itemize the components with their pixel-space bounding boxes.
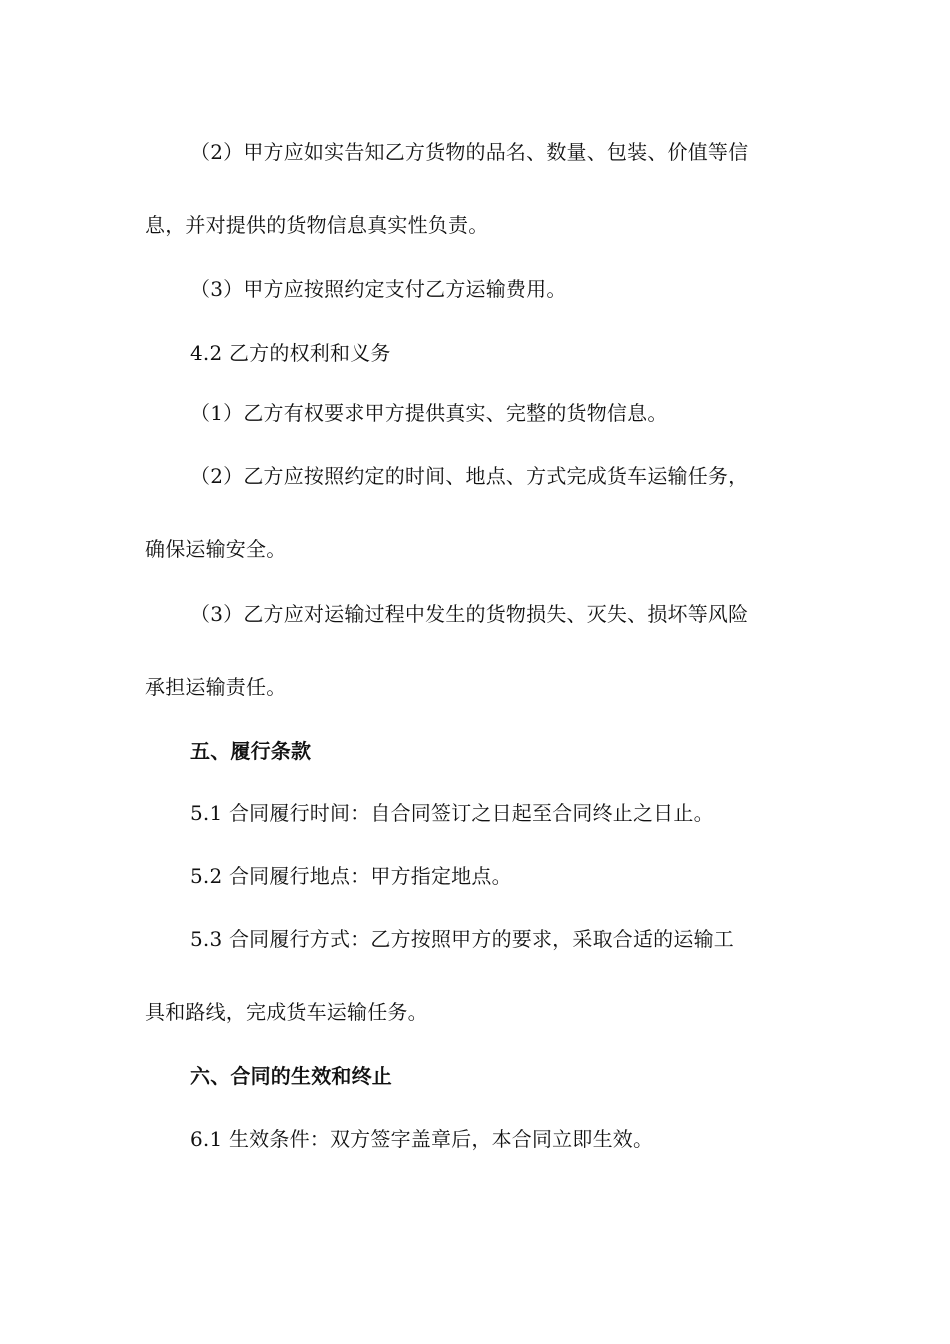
section-heading: 五、履行条款: [190, 739, 312, 763]
paragraph-line: 5.3 合同履行方式：乙方按照甲方的要求，采取合适的运输工: [190, 927, 734, 951]
paragraph-line: （2）乙方应按照约定的时间、地点、方式完成货车运输任务，: [190, 464, 749, 488]
paragraph-line: 5.1 合同履行时间：自合同签订之日起至合同终止之日止。: [190, 801, 714, 825]
section-heading: 六、合同的生效和终止: [190, 1064, 392, 1088]
paragraph-line: 5.2 合同履行地点：甲方指定地点。: [190, 864, 512, 888]
paragraph-line: （3）甲方应按照约定支付乙方运输费用。: [190, 277, 567, 301]
paragraph-line: （3）乙方应对运输过程中发生的货物损失、灭失、损坏等风险: [190, 602, 749, 626]
section-subheading: 4.2 乙方的权利和义务: [190, 341, 391, 365]
paragraph-line: （2）甲方应如实告知乙方货物的品名、数量、包装、价值等信: [190, 140, 749, 164]
paragraph-line: 确保运输安全。: [145, 537, 287, 561]
paragraph-line: 具和路线，完成货车运输任务。: [145, 1000, 428, 1024]
paragraph-line: （1）乙方有权要求甲方提供真实、完整的货物信息。: [190, 401, 668, 425]
paragraph-line: 承担运输责任。: [145, 675, 287, 699]
paragraph-line: 6.1 生效条件：双方签字盖章后，本合同立即生效。: [190, 1127, 654, 1151]
paragraph-line: 息，并对提供的货物信息真实性负责。: [145, 213, 489, 237]
